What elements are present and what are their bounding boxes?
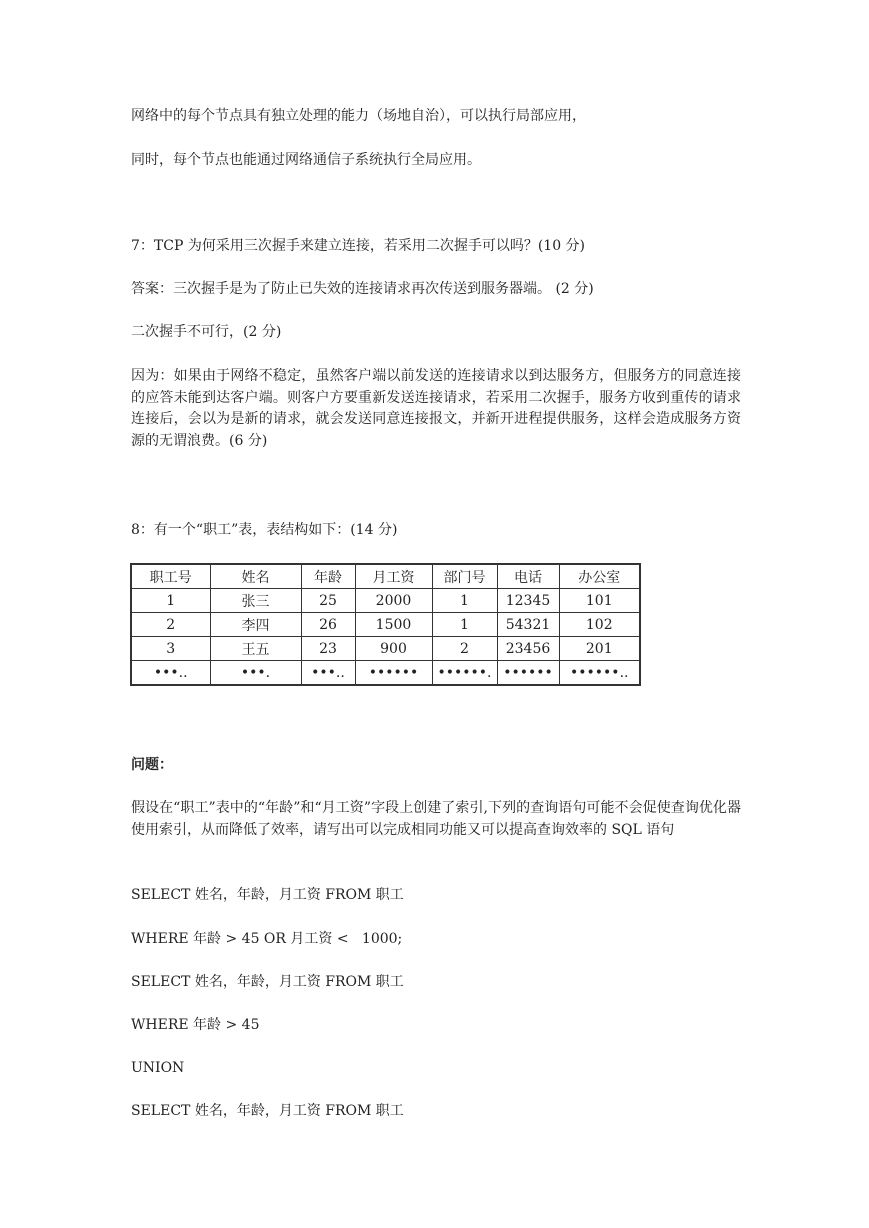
problem-text: 假设在“职工”表中的“年龄”和“月工资”字段上创建了索引,下列的查询语句可能不会促使查询优化器使用索引，从而降低了效率，请写出可以完成相同功能又可以提高查询效率的 SQL 语句 (131, 800, 741, 838)
sql-line: SELECT 姓名，年龄，月工资 FROM 职工 (131, 887, 404, 903)
table-cell: 23 (301, 637, 355, 661)
table-cell: 2 (432, 637, 497, 661)
sql-line: SELECT 姓名，年龄，月工资 FROM 职工 (131, 974, 404, 990)
staff-table (130, 563, 641, 686)
table-cell: ••••••. (432, 661, 497, 686)
question-7-reason: 因为：如果由于网络不稳定，虽然客户端以前发送的连接请求以到达服务方，但服务方的同意连接的应答未能到达客户端。则客户方要重新发送连接请求，若采用二次握手，服务方收到重传的请求连接后，会以为是新的请求，就会发送同意连接报文，并新开进程提供服务，这样会造成服务方资源的无谓浪费。(6 分) (131, 368, 741, 449)
table-cell: 2 (131, 613, 210, 637)
table-header-cell: 姓名 (210, 564, 301, 589)
table-cell: 900 (355, 637, 432, 661)
table-cell: •••. (210, 661, 301, 686)
table-cell: •••.. (301, 661, 355, 686)
question-7-answer: 答案：三次握手是为了防止已失效的连接请求再次传送到服务器端。 (2 分) (131, 281, 594, 297)
problem-label: 问题： (131, 757, 173, 773)
table-row (131, 637, 640, 661)
question-7-point: 二次握手不可行，(2 分) (131, 324, 282, 340)
table-cell: 3 (131, 637, 210, 661)
table-row (131, 589, 640, 613)
intro-line-1: 网络中的每个节点具有独立处理的能力（场地自治），可以执行局部应用， (131, 108, 586, 124)
table-cell: 张三 (210, 589, 301, 613)
table-header-cell: 年龄 (301, 564, 355, 589)
question-8-title: 8：有一个“职工”表，表结构如下：(14 分) (131, 522, 398, 538)
table-row (131, 613, 640, 637)
table-cell: 12345 (497, 589, 559, 613)
table-cell: 54321 (497, 613, 559, 637)
table-cell: 王五 (210, 637, 301, 661)
table-cell: 23456 (497, 637, 559, 661)
sql-line: WHERE 年龄 > 45 OR 月工资 < 1000; (131, 931, 403, 947)
table-cell: •••.. (131, 661, 210, 686)
table-cell: 2000 (355, 589, 432, 613)
table-header-cell: 职工号 (131, 564, 210, 589)
intro-line-2: 同时，每个节点也能通过网络通信子系统执行全局应用。 (131, 152, 481, 168)
table-header-cell: 电话 (497, 564, 559, 589)
table-cell: •••••• (355, 661, 432, 686)
table-cell: 1 (432, 613, 497, 637)
sql-line: UNION (131, 1060, 185, 1076)
table-cell: 李四 (210, 613, 301, 637)
sql-line: WHERE 年龄 > 45 (131, 1017, 260, 1033)
table-cell: 102 (559, 613, 640, 637)
table-cell: •••••• (497, 661, 559, 686)
question-7-title: 7：TCP 为何采用三次握手来建立连接，若采用二次握手可以吗？(10 分) (131, 238, 586, 254)
table-header-cell: 办公室 (559, 564, 640, 589)
table-cell: ••••••.. (559, 661, 640, 686)
table-header-cell: 部门号 (432, 564, 497, 589)
table-cell: 201 (559, 637, 640, 661)
sql-line: SELECT 姓名，年龄，月工资 FROM 职工 (131, 1103, 404, 1119)
table-header-row (131, 564, 640, 589)
table-row (131, 661, 640, 686)
table-cell: 1 (432, 589, 497, 613)
table-cell: 1 (131, 589, 210, 613)
table-cell: 101 (559, 589, 640, 613)
table-cell: 25 (301, 589, 355, 613)
table-cell: 1500 (355, 613, 432, 637)
table-header-cell: 月工资 (355, 564, 432, 589)
table-cell: 26 (301, 613, 355, 637)
